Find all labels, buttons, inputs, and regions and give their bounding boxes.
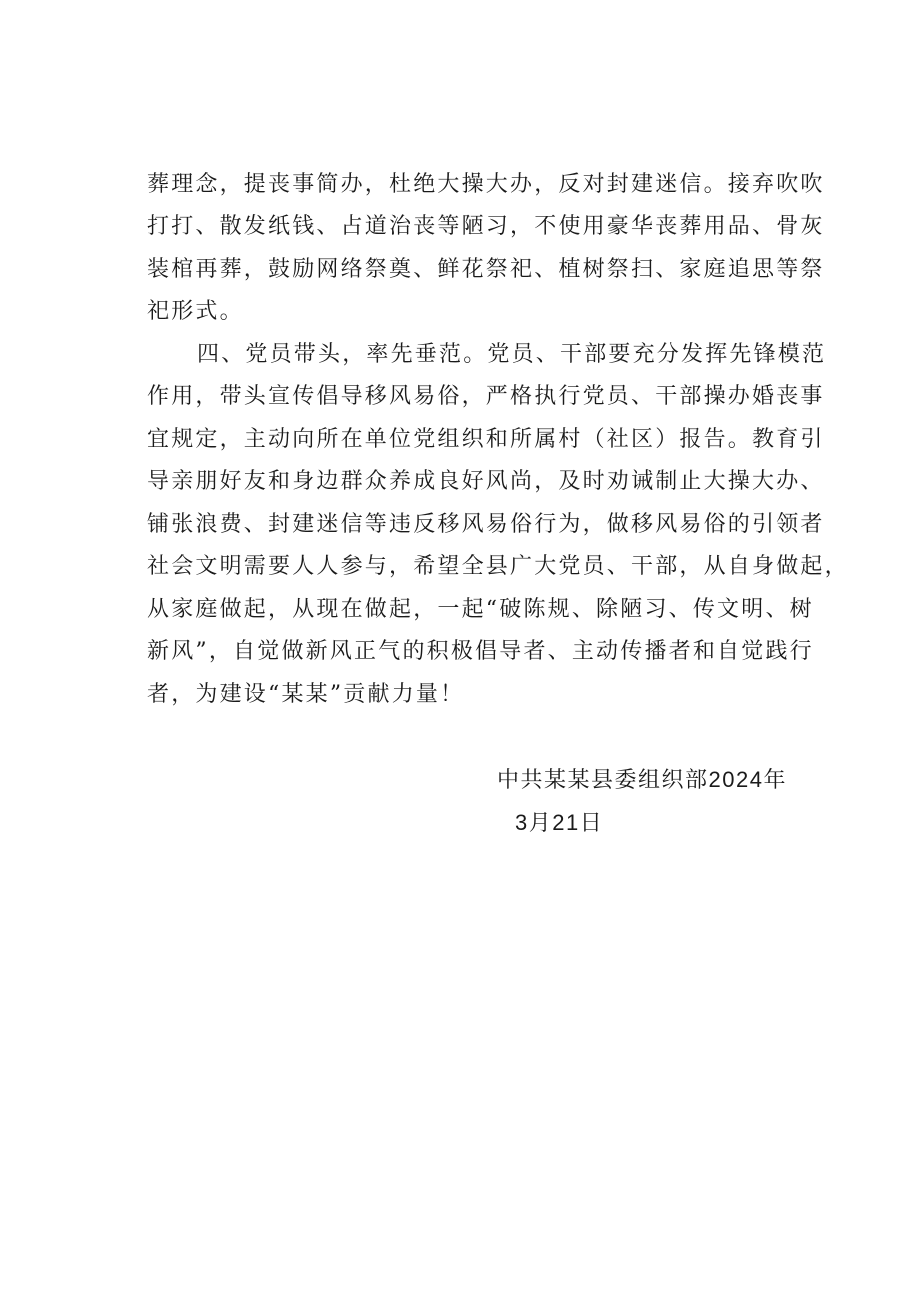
signature-date: 3月21日 <box>515 810 604 835</box>
paragraph-line: 宜规定，主动向所在单位党组织和所属村（社区）报告。教育引 <box>147 427 825 452</box>
paragraph-line: 铺张浪费、封建迷信等违反移风易俗行为，做移风易俗的引领者 <box>147 512 825 537</box>
paragraph-line: 新风”，自觉做新风正气的积极倡导者、主动传播者和自觉践行 <box>147 639 814 664</box>
paragraph-line: 祀形式。 <box>147 299 244 324</box>
paragraph-heading-line: 四、党员带头，率先垂范。党员、干部要充分发挥先锋模范 <box>197 342 827 367</box>
paragraph-line: 导亲朋好友和身边群众养成良好风尚，及时劝诫制止大操大办、 <box>147 469 825 494</box>
paragraph-line: 作用，带头宣传倡导移风易俗，严格执行党员、干部操办婚丧事 <box>147 384 825 409</box>
paragraph-line: 从家庭做起，从现在做起，一起“破陈规、除陋习、传文明、树 <box>147 597 814 622</box>
paragraph-line: 葬理念，提丧事简办，杜绝大操大办，反对封建迷信。接弃吹吹 <box>147 172 825 197</box>
paragraph-line: 打打、散发纸钱、占道治丧等陋习，不使用豪华丧葬用品、骨灰 <box>147 214 825 239</box>
paragraph-line: 社会文明需要人人参与，希望全县广大党员、干部，从自身做起， <box>147 554 849 579</box>
paragraph-line: 装棺再葬，鼓励网络祭奠、鲜花祭祀、植树祭扫、家庭追思等祭 <box>147 257 825 282</box>
signature-organization: 中共某某县委组织部2024年 <box>497 767 787 792</box>
paragraph-line: 者，为建设“某某”贡献力量！ <box>147 682 465 707</box>
